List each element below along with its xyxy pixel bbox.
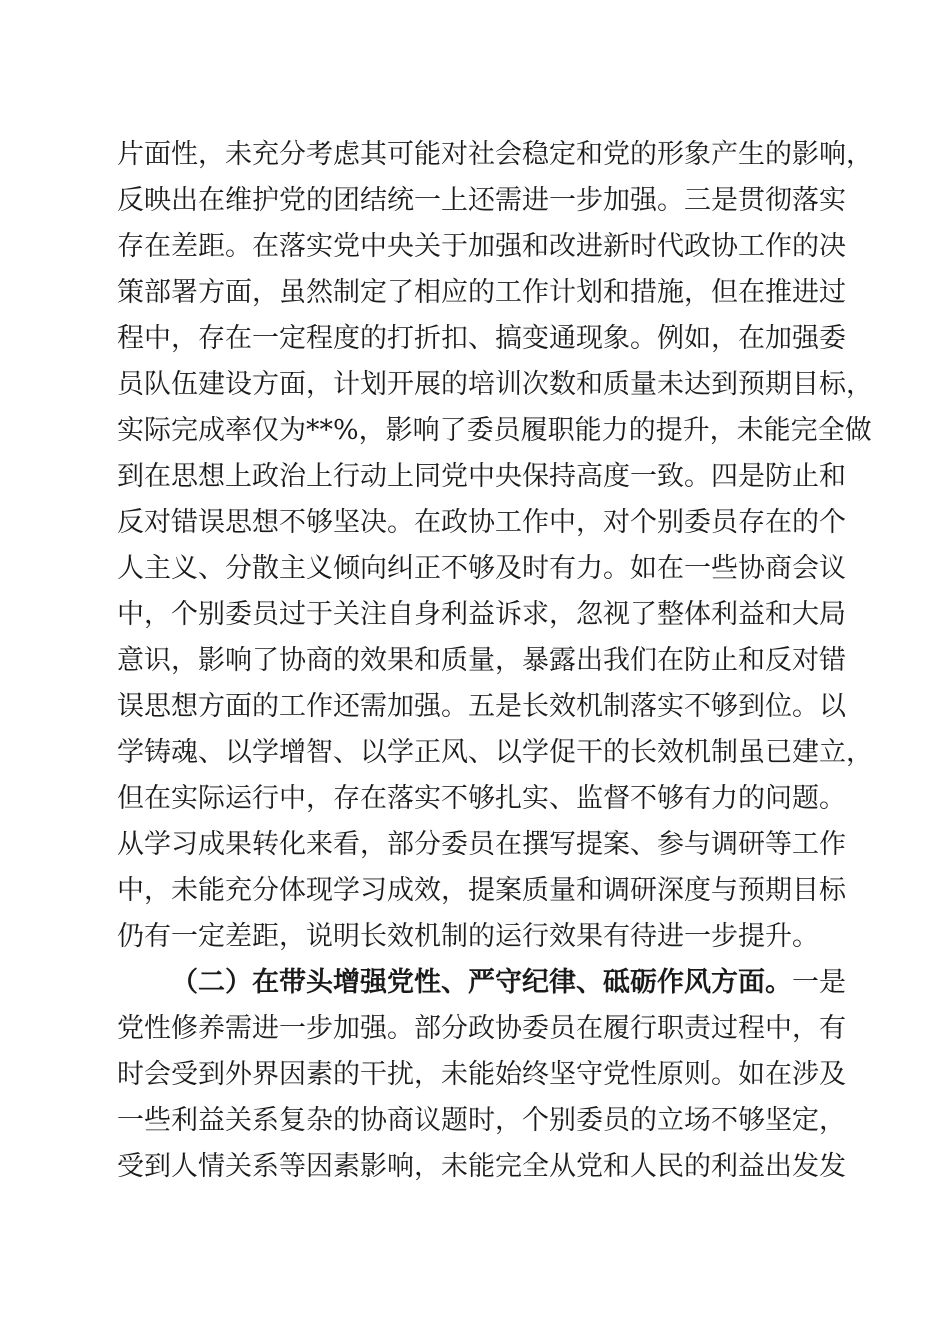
paragraph-line: 中，未能充分体现学习成效，提案质量和调研深度与预期目标: [117, 875, 846, 906]
paragraph-line: 党性修养需进一步加强。部分政协委员在履行职责过程中，有: [117, 1013, 846, 1044]
paragraph-text: 一是: [792, 967, 846, 998]
paragraph-line: 片面性，未充分考虑其可能对社会稳定和党的形象产生的影响，: [117, 139, 873, 170]
paragraph-line: 反对错误思想不够坚决。在政协工作中，对个别委员存在的个: [117, 507, 846, 538]
document-body: [117, 132, 873, 1190]
paragraph-line: 人主义、分散主义倾向纠正不够及时有力。如在一些协商会议: [117, 553, 846, 584]
paragraph-line: 策部署方面，虽然制定了相应的工作计划和措施，但在推进过: [117, 277, 846, 308]
paragraph-line: 从学习成果转化来看，部分委员在撰写提案、参与调研等工作: [117, 829, 846, 860]
paragraph-line: 一些利益关系复杂的协商议题时，个别委员的立场不够坚定，: [117, 1105, 846, 1136]
paragraph-line: 意识，影响了协商的效果和质量，暴露出我们在防止和反对错: [117, 645, 846, 676]
paragraph-line: 时会受到外界因素的干扰，未能始终坚守党性原则。如在涉及: [117, 1059, 846, 1090]
paragraph-line: 实际完成率仅为**%，影响了委员履职能力的提升，未能完全做: [117, 415, 872, 446]
paragraph-line: 员队伍建设方面，计划开展的培训次数和质量未达到预期目标，: [117, 369, 873, 400]
section-heading: （二）在带头增强党性、严守纪律、砥砺作风方面。: [171, 967, 792, 998]
paragraph-line: 误思想方面的工作还需加强。五是长效机制落实不够到位。以: [117, 691, 846, 722]
paragraph-line: 但在实际运行中，存在落实不够扎实、监督不够有力的问题。: [117, 783, 846, 814]
section-heading-line: [117, 960, 846, 1006]
paragraph-line: 反映出在维护党的团结统一上还需进一步加强。三是贯彻落实: [117, 185, 846, 216]
paragraph-line: 受到人情关系等因素影响，未能完全从党和人民的利益出发发: [117, 1151, 846, 1182]
paragraph-line: 中，个别委员过于关注自身利益诉求，忽视了整体利益和大局: [117, 599, 846, 630]
paragraph-line: 学铸魂、以学增智、以学正风、以学促干的长效机制虽已建立，: [117, 737, 873, 768]
paragraph-line: 程中，存在一定程度的打折扣、搞变通现象。例如，在加强委: [117, 323, 846, 354]
paragraph-line: 到在思想上政治上行动上同党中央保持高度一致。四是防止和: [117, 461, 846, 492]
paragraph-line: 存在差距。在落实党中央关于加强和改进新时代政协工作的决: [117, 231, 846, 262]
paragraph-line: 仍有一定差距，说明长效机制的运行效果有待进一步提升。: [117, 921, 819, 952]
